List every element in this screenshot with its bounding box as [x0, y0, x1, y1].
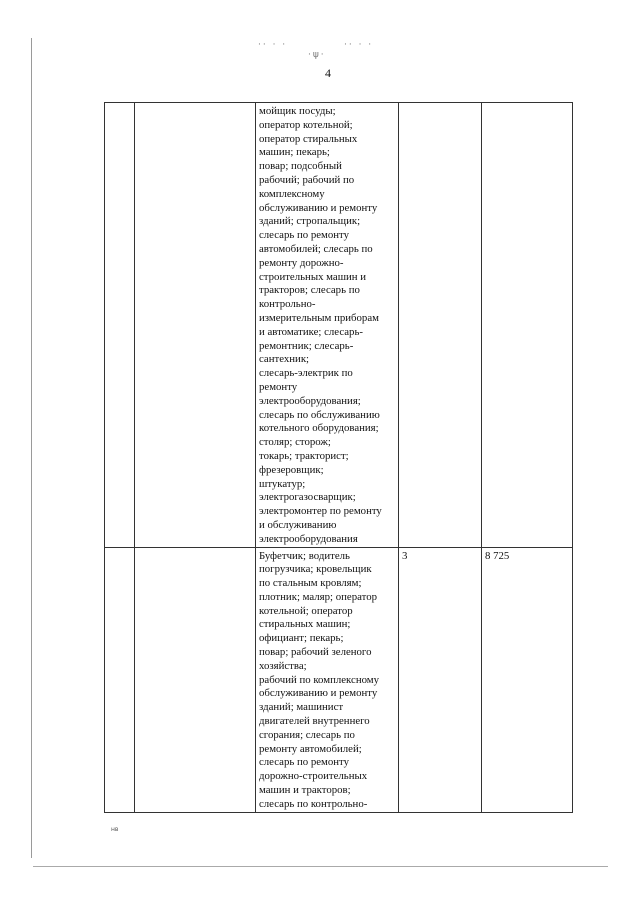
row-number-cell [105, 547, 135, 812]
footer-mark: нв [111, 826, 119, 833]
professions-cell: Буфетчик; водитель погрузчика; кровельщик по стальным кровлям; плотник; маляр; оператор котельной; оператор стиральных машин; официант; пекарь; повар; рабочий зеленого хозяйства; рабочий по комплексному обслуживанию и ремонту зданий; машинист двигателей внутреннего сгорания; слесарь по ремонту автомобилей; слесарь по ремонту дорожно-строительных машин и тракторов; слесарь по контрольно- [256, 547, 399, 812]
grade-cell: 3 [399, 547, 482, 812]
grade-cell [399, 103, 482, 548]
table-row [105, 103, 573, 548]
scan-mark-top-3: ·· · · [344, 40, 374, 50]
scan-mark-top: ·· · · [258, 40, 288, 50]
professions-table [104, 102, 573, 813]
amount-cell: 8 725 [482, 547, 573, 812]
amount-cell [482, 103, 573, 548]
scan-mark-top-2: ·ψ· [308, 50, 326, 60]
category-cell [135, 547, 256, 812]
page-left-edge [31, 38, 32, 858]
page-bottom-edge [33, 866, 608, 867]
category-cell [135, 103, 256, 548]
page-number: 4 [325, 66, 331, 80]
professions-cell: мойщик посуды; оператор котельной; оператор стиральных машин; пекарь; повар; подсобный рабочий; рабочий по комплексному обслуживанию и ремонту зданий; стропальщик; слесарь по ремонту автомобилей; слесарь по ремонту дорожно- строительных машин и тракторов; слесарь по контрольно- измерительным приборам и автоматике; слесарь- ремонтник; слесарь- сантехник; слесарь-электрик по ремонту электрооборудования; слесарь по обслуживанию котельного оборудования; столяр; сторож; токарь; тракторист; фрезеровщик; штукатур; электрогазосварщик; электромонтер по ремонту и обслуживанию электрооборудования [256, 103, 399, 548]
row-number-cell [105, 103, 135, 548]
table-row [105, 547, 573, 812]
